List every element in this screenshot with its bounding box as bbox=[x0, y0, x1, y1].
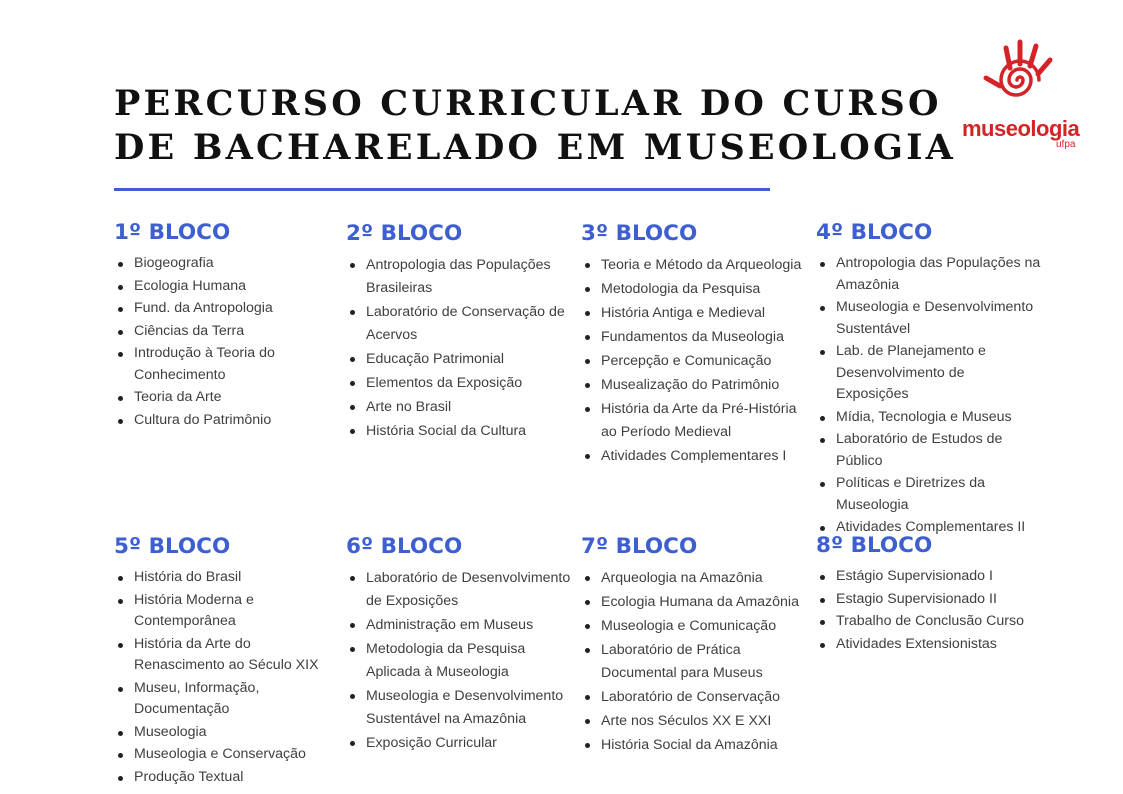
block-4 bbox=[816, 220, 1041, 540]
list-item: História Antiga e Medieval bbox=[581, 302, 806, 325]
list-item: Lab. de Planejamento e Desenvolvimento de Exposições bbox=[816, 341, 1041, 406]
course-list bbox=[114, 567, 329, 788]
course-list bbox=[816, 253, 1041, 539]
list-item: Antropologia das Populações Brasileiras bbox=[346, 254, 571, 300]
list-item: Atividades Complementares II bbox=[816, 517, 1041, 539]
list-item: Museologia e Desenvolvimento Sustentável na Amazônia bbox=[346, 685, 574, 731]
list-item: Percepção e Comunicação bbox=[581, 350, 806, 373]
list-item: Laboratório de Prática Documental para Museus bbox=[581, 639, 806, 685]
list-item: Teoria e Método da Arqueologia bbox=[581, 254, 806, 277]
title-divider bbox=[114, 188, 770, 191]
list-item: Elementos da Exposição bbox=[346, 372, 571, 395]
block-title: 5º BLOCO bbox=[114, 534, 231, 559]
list-item: Fund. da Antropologia bbox=[114, 298, 324, 320]
block-title: 4º BLOCO bbox=[816, 220, 933, 245]
page-title bbox=[114, 82, 956, 170]
list-item: Musealização do Patrimônio bbox=[581, 374, 806, 397]
list-item: Ecologia Humana bbox=[114, 276, 324, 298]
hand-spiral-icon bbox=[958, 38, 1078, 118]
list-item: Cultura do Patrimônio bbox=[114, 410, 324, 432]
list-item: Fundamentos da Museologia bbox=[581, 326, 806, 349]
list-item: Mídia, Tecnologia e Museus bbox=[816, 407, 1041, 429]
list-item: Estágio Supervisionado I bbox=[816, 566, 1046, 588]
block-title: 2º BLOCO bbox=[346, 221, 463, 246]
block-title: 3º BLOCO bbox=[581, 221, 698, 246]
block-2 bbox=[346, 221, 571, 444]
block-8 bbox=[816, 533, 1046, 656]
list-item: História Social da Amazônia bbox=[581, 734, 806, 757]
list-item: Teoria da Arte bbox=[114, 387, 324, 409]
list-item: Introdução à Teoria do Conhecimento bbox=[114, 343, 324, 386]
list-item: Laboratório de Desenvolvimento de Exposições bbox=[346, 567, 574, 613]
list-item: História Moderna e Contemporânea bbox=[114, 590, 329, 633]
list-item: História do Brasil bbox=[114, 567, 329, 589]
list-item: Laboratório de Estudos de Público bbox=[816, 429, 1041, 472]
list-item: História da Arte do Renascimento ao Século XIX bbox=[114, 634, 329, 677]
list-item: Metodologia da Pesquisa bbox=[581, 278, 806, 301]
list-item: Antropologia das Populações na Amazônia bbox=[816, 253, 1041, 296]
course-list bbox=[346, 254, 571, 443]
block-7 bbox=[581, 534, 806, 758]
list-item: Atividades Extensionistas bbox=[816, 634, 1046, 656]
course-list bbox=[581, 567, 806, 757]
list-item: Ciências da Terra bbox=[114, 321, 324, 343]
list-item: Arte nos Séculos XX E XXI bbox=[581, 710, 806, 733]
block-6 bbox=[346, 534, 574, 756]
block-title: 1º BLOCO bbox=[114, 220, 231, 245]
course-list bbox=[114, 253, 324, 431]
list-item: Museu, Informação, Documentação bbox=[114, 678, 329, 721]
block-title: 6º BLOCO bbox=[346, 534, 463, 559]
block-title: 8º BLOCO bbox=[816, 533, 933, 558]
list-item: Ecologia Humana da Amazônia bbox=[581, 591, 806, 614]
museologia-logo bbox=[958, 38, 1078, 156]
block-3 bbox=[581, 221, 806, 469]
list-item: Trabalho de Conclusão Curso bbox=[816, 611, 1046, 633]
course-list bbox=[581, 254, 806, 468]
list-item: Atividades Complementares I bbox=[581, 445, 806, 468]
logo-subtext: ufpa bbox=[1056, 139, 1076, 150]
block-title: 7º BLOCO bbox=[581, 534, 698, 559]
logo-wordmark: museologia bbox=[962, 116, 1080, 141]
list-item: Museologia e Conservação bbox=[114, 744, 329, 766]
page-title-line-1: PERCURSO CURRICULAR DO CURSO bbox=[114, 83, 942, 124]
list-item: Laboratório de Conservação de Acervos bbox=[346, 301, 571, 347]
list-item: Arte no Brasil bbox=[346, 396, 571, 419]
page-title-line-2: DE BACHARELADO EM MUSEOLOGIA bbox=[114, 127, 957, 168]
list-item: Museologia e Comunicação bbox=[581, 615, 806, 638]
list-item: Laboratório de Conservação bbox=[581, 686, 806, 709]
list-item: Produção Textual bbox=[114, 767, 329, 789]
block-5 bbox=[114, 534, 329, 789]
list-item: História Social da Cultura bbox=[346, 420, 571, 443]
list-item: Educação Patrimonial bbox=[346, 348, 571, 371]
list-item: História da Arte da Pré-História ao Período Medieval bbox=[581, 398, 806, 444]
list-item: Museologia e Desenvolvimento Sustentável bbox=[816, 297, 1041, 340]
list-item: Administração em Museus bbox=[346, 614, 574, 637]
list-item: Arqueologia na Amazônia bbox=[581, 567, 806, 590]
list-item: Estagio Supervisionado II bbox=[816, 589, 1046, 611]
course-list bbox=[346, 567, 574, 755]
course-list bbox=[816, 566, 1046, 655]
block-1 bbox=[114, 220, 324, 432]
list-item: Políticas e Diretrizes da Museologia bbox=[816, 473, 1041, 516]
list-item: Exposição Curricular bbox=[346, 732, 574, 755]
list-item: Biogeografia bbox=[114, 253, 324, 275]
list-item: Metodologia da Pesquisa Aplicada à Museologia bbox=[346, 638, 574, 684]
list-item: Museologia bbox=[114, 722, 329, 744]
